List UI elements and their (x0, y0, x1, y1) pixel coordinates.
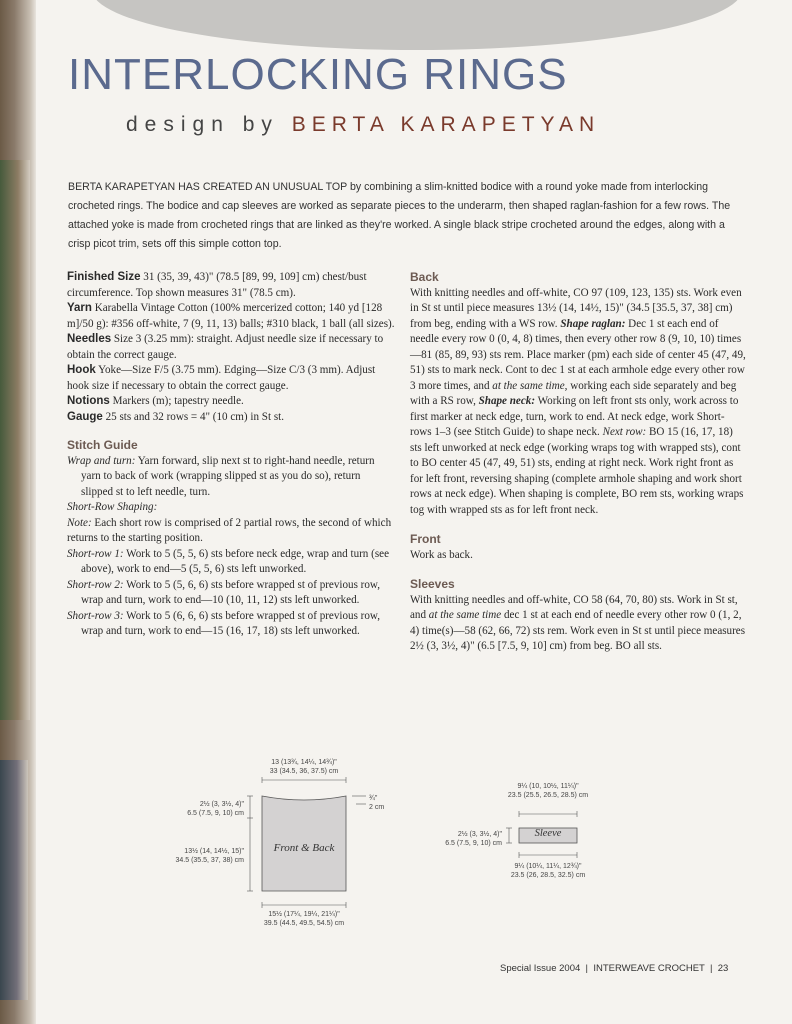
intro-lead: BERTA KARAPETYAN HAS CREATED AN UNUSUAL TOP (68, 181, 348, 193)
footer-issue: Special Issue 2004 (500, 963, 581, 974)
note-label: Note: (67, 516, 92, 529)
page-footer (500, 963, 746, 974)
spec-label: Yarn (67, 302, 92, 314)
measure-cm: 6.5 (7.5, 9, 10) cm (445, 840, 502, 847)
stitch-guide-heading: Stitch Guide (67, 438, 138, 452)
back-heading: Back (410, 270, 439, 284)
sleeve-top-measure (490, 782, 606, 800)
spec-text: Karabella Vintage Cotton (100% mercerized cotton; 140 yd [128 m]/50 g): #356 off-white, 7 (9, 11, 13) balls; #310 black, 1 ball (all sizes). (67, 302, 395, 330)
body-bottom-measure (244, 910, 364, 928)
measure-cm: 23.5 (26, 28.5, 32.5) cm (510, 872, 586, 879)
short-row-label: Short-row 1: (67, 547, 124, 560)
page-title: INTERLOCKING RINGS (68, 50, 568, 99)
measure-in: 13½ (14, 14½, 15)" (184, 848, 244, 855)
measure-cm: 6.5 (7.5, 9, 10) cm (187, 810, 244, 817)
measure-in: 2½ (3, 3½, 4)" (457, 831, 502, 838)
front-heading: Front (410, 532, 441, 546)
measure-in: 2½ (3, 3½, 4)" (199, 801, 244, 808)
spec-text: 31 (35, 39, 43)" (78.5 [89, 99, 109] cm) chest/bust circumference. Top shown measures 31" (78.5 cm). (67, 271, 367, 299)
wrap-label: Wrap and turn: (67, 454, 136, 467)
measure-in: 15½ (17¼, 19¼, 21¼)" (268, 911, 340, 918)
short-row-label: Short-row 3: (67, 609, 124, 622)
spec-text: 25 sts and 32 rows = 4" (10 cm) in St st. (102, 410, 284, 423)
sleeve-height-measure (420, 830, 502, 848)
page-number: 23 (717, 963, 729, 974)
short-row-label: Short-row 2: (67, 578, 124, 591)
measure-cm: 34.5 (35.5, 37, 38) cm (175, 857, 244, 864)
note-text: Each short row is comprised of 2 partial rows, the second of which returns to the starting position. (67, 516, 392, 544)
spec-text: Size 3 (3.25 mm): straight. Adjust needle size if necessary to obtain the correct gauge. (67, 333, 384, 361)
back-text: With knitting needles and off-white, CO 97 (109, 123, 135) sts. Work even in St st until piece measures 13½ (14, 14½, 15)" (34.5 [35.5, 37, 38] cm) from beg, ending with a WS row. (410, 286, 742, 330)
body-top-measure (244, 758, 364, 776)
designer-name: BERTA KARAPETYAN (291, 113, 601, 136)
spec-label: Finished Size (67, 271, 141, 283)
back-text: Working on left front sts only, work across to first marker at neck edge, turn, work to end. At neck edge, work Short-rows 1–3 (see Stitch Guide) to shape neck. (410, 395, 739, 438)
spec-label: Hook (67, 364, 96, 376)
measure-in: 9¼ (10, 10½, 11¼)" (517, 783, 579, 790)
spec-label: Notions (67, 395, 110, 407)
body-length-measure (148, 847, 244, 865)
next-row-label: Next row: (602, 426, 647, 438)
body-armhole-measure (160, 800, 244, 818)
short-row-heading: Short-Row Shaping: (67, 501, 158, 513)
measure-in: ¾" (369, 795, 378, 802)
spec-text: Markers (m); tapestry needle. (109, 395, 244, 407)
byline-prefix: design by (126, 113, 279, 136)
wrap-text: Yarn forward, slip next st to right-hand needle, return yarn to back of work (wrapping slipped st as you do so), return slipped st to left needle, turn. (81, 454, 375, 498)
back-text: BO 15 (16, 17, 18) sts left unworked at neck edge (working wraps tog with wrapped sts), cont to BO center 45 (47, 49, 51) sts, ending at right neck. Work right front as for left front, reversing shaping (complete armhole shaping and work short rows at neck edge). When shaping is complete, BO rem sts, working wraps tog with wrapped sts as for left front neck. (410, 426, 744, 516)
sleeves-text: With knitting needles and off-white, CO 58 (64, 70, 80) sts. Work in St st, and (410, 593, 738, 621)
short-row-text: Work to 5 (6, 6, 6) sts before wrapped st of previous row, wrap and turn, work to end—15 (16, 17, 18) sts left unworked. (81, 609, 380, 637)
footer-divider: | (582, 963, 591, 974)
short-row-text: Work to 5 (5, 5, 6) sts before neck edge, wrap and turn (see above), work to end—5 (5, 5, 6) sts left unworked. (81, 547, 389, 575)
measure-in: 13 (13¾, 14¼, 14¾)" (271, 759, 337, 766)
sleeve-label: Sleeve (534, 828, 562, 839)
emphasis: at the same time (428, 609, 502, 621)
measure-cm: 2 cm (369, 804, 385, 811)
measure-in: 9¼ (10¼, 11¼, 12¾)" (514, 863, 582, 870)
raglan-label: Shape raglan: (560, 317, 626, 330)
back-text: Dec 1 st each end of needle every row 0 (0, 4, 8) times, then every other row 8 (9, 10, 10) times—81 (85, 89, 93) sts rem. Place marker (pm) each side of center 45 (47, 49, 51) sts to mark neck. Cont to dec 1 st at each armhole edge every other row 3 more times, and (410, 317, 746, 392)
back-text: working each side separately and beg with a RS row, (410, 379, 737, 407)
measure-cm: 23.5 (25.5, 26.5, 28.5) cm (507, 792, 589, 799)
sleeves-text: dec 1 st at each end of needle every other row 0 (1, 2, 4) time(s)—58 (62, 66, 72) sts rem. Work even in St st until piece measures 2½ (3, 3½, 4)" (6.5 [7.5, 9, 10] cm) from beg. BO all sts. (410, 609, 746, 652)
spec-label: Needles (67, 333, 112, 345)
spec-label: Gauge (67, 410, 103, 423)
spec-text: Yoke—Size F/5 (3.75 mm). Edging—Size C/3 (3 mm). Adjust hook size if necessary to obtain the correct gauge. (67, 364, 376, 392)
measure-cm: 33 (34.5, 36, 37.5) cm (269, 768, 339, 775)
sleeves-heading: Sleeves (410, 577, 455, 591)
footer-divider: | (707, 963, 716, 974)
front-instructions: Work as back. (410, 548, 473, 561)
sleeve-bottom-measure (490, 862, 606, 880)
short-row-text: Work to 5 (5, 6, 6) sts before wrapped st of previous row, wrap and turn, work to end—10 (10, 11, 12) sts left unworked. (81, 578, 380, 606)
footer-magazine: INTERWEAVE CROCHET (593, 963, 705, 974)
measure-cm: 39.5 (44.5, 49.5, 54.5) cm (263, 920, 345, 927)
body-curve-measure (369, 794, 399, 812)
front-back-label: Front & Back (273, 842, 335, 854)
emphasis: at the same time, (492, 379, 568, 392)
neck-label: Shape neck: (478, 395, 536, 407)
intro-text: by combining a slim-knitted bodice with a round yoke made from interlocking crocheted rings. The bodice and cap sleeves are worked as separate pieces to the underarm, then shaped raglan-fashion for a few rows. The attached yoke is made from crocheted rings that are linked as they're worked. A single black stripe crocheted around the edges, along with a crisp picot trim, sets off this simple cotton top. (68, 181, 731, 250)
